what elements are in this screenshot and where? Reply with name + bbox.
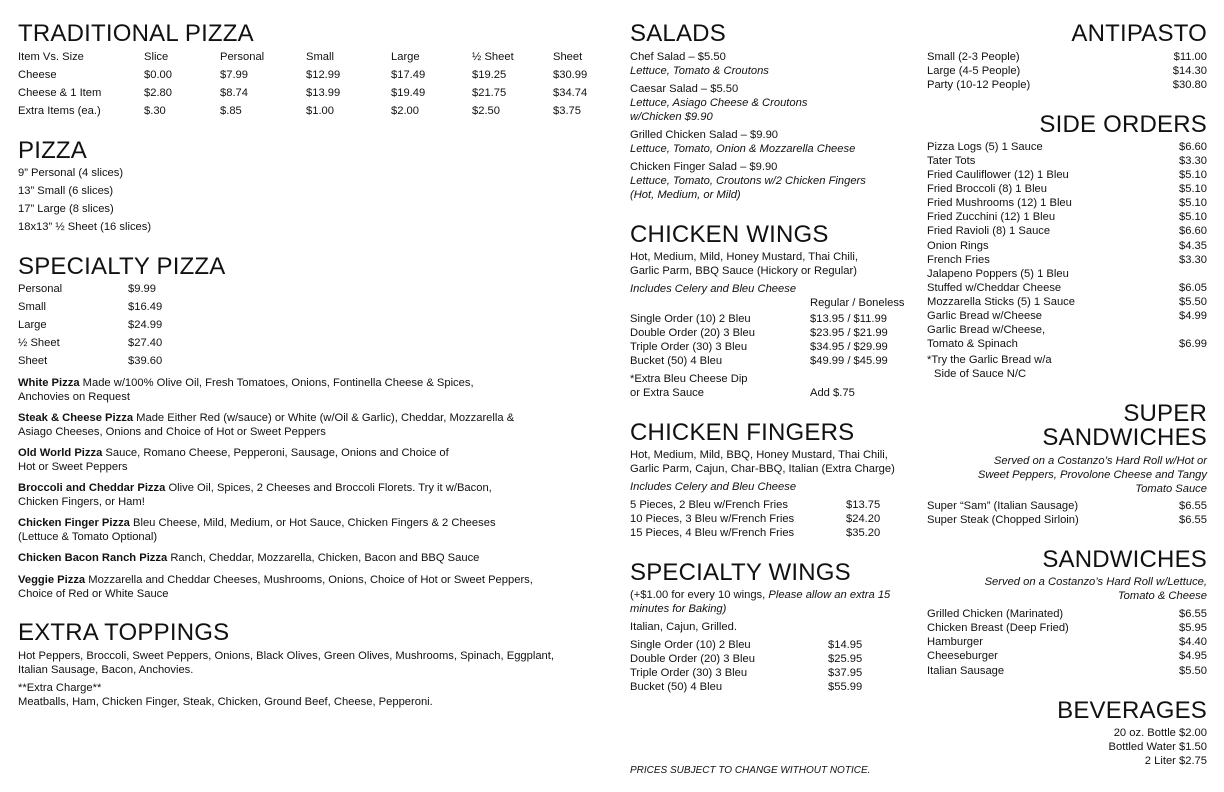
list-item xyxy=(927,281,1207,295)
size-price: $16.49 xyxy=(128,301,163,313)
super-sandwich-description: Tomato Sauce xyxy=(1135,483,1207,495)
pizza-description: Sauce, Romano Cheese, Pepperoni, Sausage, Onions and Choice of xyxy=(102,447,449,459)
list-item xyxy=(927,64,1207,78)
finger-sauces: Garlic Parm, Cajun, Char-BBQ, Italian (Extra Charge) xyxy=(630,463,895,475)
item-price: $3.30 xyxy=(1179,254,1207,266)
extra-charge-list: Meatballs, Ham, Chicken Finger, Steak, Chicken, Ground Beef, Cheese, Pepperoni. xyxy=(18,696,433,708)
salad-name: Caesar Salad – $5.50 xyxy=(630,83,739,95)
item-name: Grilled Chicken (Marinated) xyxy=(927,608,1064,620)
item-price: $49.99 / $45.99 xyxy=(810,355,888,367)
side-orders-title: SIDE ORDERS xyxy=(1039,111,1207,138)
table-cell: $.30 xyxy=(144,105,166,117)
extra-toppings-title: EXTRA TOPPINGS xyxy=(18,619,230,646)
pizza-name: Steak & Cheese Pizza xyxy=(18,412,134,424)
list-item xyxy=(927,323,1207,337)
wing-sauces: Garlic Parm, BBQ Sauce (Hickory or Regular) xyxy=(630,265,857,277)
pizza-description: Made Either Red (w/sauce) or White (w/Oil & Garlic), Cheddar, Mozzarella & xyxy=(133,412,515,424)
pizza-title: PIZZA xyxy=(18,137,88,164)
table-cell: $19.25 xyxy=(472,69,507,81)
item-price: $6.55 xyxy=(1179,608,1207,620)
item-price: $11.00 xyxy=(1173,51,1207,63)
specialty-wings-flavors: Italian, Cajun, Grilled. xyxy=(630,621,737,633)
pizza-description: Bleu Cheese, Mild, Medium, or Hot Sauce, Chicken Fingers & 2 Cheeses xyxy=(129,517,496,529)
table-header: Slice xyxy=(144,51,169,63)
salad-description: (Hot, Medium, or Mild) xyxy=(630,189,741,201)
price-disclaimer: PRICES SUBJECT TO CHANGE WITHOUT NOTICE. xyxy=(630,765,871,776)
table-header: Large xyxy=(391,51,420,63)
list-item xyxy=(630,652,910,666)
super-sandwich-description: Served on a Costanzo’s Hard Roll w/Hot or xyxy=(993,455,1207,467)
list-item xyxy=(927,513,1207,527)
item-price: $5.10 xyxy=(1179,211,1207,223)
size-price: $9.99 xyxy=(128,283,156,295)
antipasto-title: ANTIPASTO xyxy=(1071,20,1207,47)
item-price: $5.50 xyxy=(1179,665,1207,677)
toppings-list: Italian Sausage, Bacon, Anchovies. xyxy=(18,664,194,676)
item-name: 15 Pieces, 4 Bleu w/French Fries xyxy=(630,527,795,539)
list-item xyxy=(927,168,1207,182)
table-cell: $21.75 xyxy=(472,87,507,99)
pizza-description: Chicken Fingers, or Ham! xyxy=(18,496,145,508)
salad-description: Lettuce, Tomato, Croutons w/2 Chicken Fingers xyxy=(630,175,866,187)
list-item xyxy=(927,253,1207,267)
item-name: Double Order (20) 3 Bleu xyxy=(630,653,755,665)
specialty-wings-note: minutes for Baking) xyxy=(630,603,727,615)
item-name: Party (10-12 People) xyxy=(927,79,1031,91)
list-item xyxy=(927,621,1207,635)
list-item xyxy=(927,499,1207,513)
item-name: Double Order (20) 3 Bleu xyxy=(630,327,755,339)
pizza-description: Olive Oil, Spices, 2 Cheeses and Broccoli Florets. Try it w/Bacon, xyxy=(165,482,492,494)
list-item xyxy=(927,140,1207,154)
table-row xyxy=(18,104,608,118)
table-cell: $34.74 xyxy=(553,87,588,99)
list-item: 17” Large (8 slices) xyxy=(18,203,114,215)
item-name: 10 Pieces, 3 Bleu w/French Fries xyxy=(630,513,795,525)
table-header-row xyxy=(18,50,608,64)
item-price: $55.99 xyxy=(828,681,863,693)
list-item xyxy=(927,182,1207,196)
beverages-title: BEVERAGES xyxy=(1057,697,1207,724)
list-item: 13” Small (6 slices) xyxy=(18,185,114,197)
beverage-item: Bottled Water $1.50 xyxy=(1108,741,1207,753)
table-row xyxy=(18,68,608,82)
item-name: Garlic Bread w/Cheese, xyxy=(927,324,1046,336)
size-name: Large xyxy=(18,319,47,331)
pizza-description: Anchovies on Request xyxy=(18,391,130,403)
size-price: $39.60 xyxy=(128,355,163,367)
list-item xyxy=(630,354,910,368)
list-item xyxy=(630,498,910,512)
item-name: Italian Sausage xyxy=(927,665,1005,677)
wing-sauces: Hot, Medium, Mild, Honey Mustard, Thai Chili, xyxy=(630,251,858,263)
size-name: Sheet xyxy=(18,355,48,367)
item-price: $24.20 xyxy=(846,513,881,525)
item-price: $5.10 xyxy=(1179,183,1207,195)
list-item xyxy=(927,78,1207,92)
item-price: $4.35 xyxy=(1179,240,1207,252)
item-name: Cheeseburger xyxy=(927,650,998,662)
item-price: $4.95 xyxy=(1179,650,1207,662)
salad-description: Lettuce, Tomato, Onion & Mozzarella Cheese xyxy=(630,143,856,155)
item-name: Hamburger xyxy=(927,636,983,648)
item-price: $4.99 xyxy=(1179,310,1207,322)
pizza-name: White Pizza xyxy=(18,377,80,389)
specialty-pizza-item xyxy=(18,446,608,474)
list-item xyxy=(927,607,1207,621)
table-cell: Cheese & 1 Item xyxy=(18,87,102,99)
table-cell: $13.99 xyxy=(306,87,341,99)
item-name: Super Steak (Chopped Sirloin) xyxy=(927,514,1079,526)
list-item xyxy=(630,386,910,400)
list-item xyxy=(18,354,608,368)
item-name: Mozzarella Sticks (5) 1 Sauce xyxy=(927,296,1075,308)
table-cell: $7.99 xyxy=(220,69,248,81)
item-name: Pizza Logs (5) 1 Sauce xyxy=(927,141,1043,153)
pizza-description: (Lettuce & Tomato Optional) xyxy=(18,531,158,543)
list-item xyxy=(927,295,1207,309)
item-name: Fried Cauliflower (12) 1 Bleu xyxy=(927,169,1069,181)
item-price: $13.95 / $11.99 xyxy=(810,313,887,325)
salad-name: Grilled Chicken Salad – $9.90 xyxy=(630,129,779,141)
table-cell: $.85 xyxy=(220,105,242,117)
list-item xyxy=(630,666,910,680)
item-price: $14.30 xyxy=(1172,65,1207,77)
item-name: Onion Rings xyxy=(927,240,989,252)
list-item xyxy=(927,309,1207,323)
item-price: $5.10 xyxy=(1179,169,1207,181)
item-name: Large (4-5 People) xyxy=(927,65,1021,77)
item-price: $13.75 xyxy=(846,499,881,511)
item-price: $25.95 xyxy=(828,653,863,665)
wing-includes: Includes Celery and Bleu Cheese xyxy=(630,283,797,295)
item-name: Bucket (50) 4 Bleu xyxy=(630,355,723,367)
table-cell: $12.99 xyxy=(306,69,341,81)
garlic-bread-note: Side of Sauce N/C xyxy=(934,368,1027,380)
list-item: 18x13” ½ Sheet (16 slices) xyxy=(18,221,152,233)
pizza-name: Broccoli and Cheddar Pizza xyxy=(18,482,166,494)
table-cell: $17.49 xyxy=(391,69,426,81)
list-item xyxy=(927,649,1207,663)
item-price: $34.95 / $29.99 xyxy=(810,341,888,353)
specialty-pizza-item xyxy=(18,573,608,601)
table-cell: $19.49 xyxy=(391,87,426,99)
sandwiches-title: SANDWICHES xyxy=(1042,546,1207,573)
item-name: Stuffed w/Cheddar Cheese xyxy=(927,282,1062,294)
item-price: $30.80 xyxy=(1172,79,1207,91)
item-price: $6.99 xyxy=(1179,338,1207,350)
specialty-pizza-title: SPECIALTY PIZZA xyxy=(18,253,226,280)
list-item xyxy=(630,512,910,526)
size-name: Small xyxy=(18,301,46,313)
pizza-name: Old World Pizza xyxy=(18,447,103,459)
item-price: $14.95 xyxy=(828,639,863,651)
item-price: $3.30 xyxy=(1179,155,1207,167)
sandwich-description: Served on a Costanzo’s Hard Roll w/Lettuce, xyxy=(984,576,1207,588)
list-item xyxy=(630,680,910,694)
finger-includes: Includes Celery and Bleu Cheese xyxy=(630,481,797,493)
item-name: Tomato & Spinach xyxy=(927,338,1018,350)
salad-name: Chicken Finger Salad – $9.90 xyxy=(630,161,778,173)
item-price: $6.55 xyxy=(1179,514,1207,526)
note-text-italic: Please allow an extra 15 xyxy=(768,589,891,601)
specialty-pizza-item xyxy=(18,481,608,509)
pizza-description: Mozzarella and Cheddar Cheeses, Mushrooms, Onions, Choice of Hot or Sweet Peppers, xyxy=(85,574,533,586)
list-item xyxy=(18,300,608,314)
table-cell: $2.00 xyxy=(391,105,419,117)
item-price: $4.40 xyxy=(1179,636,1207,648)
item-name: Bucket (50) 4 Bleu xyxy=(630,681,723,693)
pizza-name: Veggie Pizza xyxy=(18,574,86,586)
item-price: $6.55 xyxy=(1179,500,1207,512)
salad-description: Lettuce, Tomato & Croutons xyxy=(630,65,769,77)
list-item xyxy=(18,336,608,350)
list-item xyxy=(630,526,910,540)
super-sandwiches-title: SANDWICHES xyxy=(1042,424,1207,451)
item-price: $23.95 / $21.99 xyxy=(810,327,888,339)
specialty-wings-title: SPECIALTY WINGS xyxy=(630,559,851,586)
item-name: Triple Order (30) 3 Bleu xyxy=(630,667,748,679)
specialty-pizza-item xyxy=(18,411,608,439)
salad-description: Lettuce, Asiago Cheese & Croutons xyxy=(630,97,808,109)
chicken-fingers-title: CHICKEN FINGERS xyxy=(630,419,855,446)
list-item xyxy=(927,337,1207,351)
table-cell: $2.50 xyxy=(472,105,500,117)
toppings-list: Hot Peppers, Broccoli, Sweet Peppers, Onions, Black Olives, Green Olives, Mushrooms, Spinach, Eggplant, xyxy=(18,650,555,662)
item-price: $37.95 xyxy=(828,667,863,679)
size-price: $24.99 xyxy=(128,319,163,331)
pizza-description: Hot or Sweet Peppers xyxy=(18,461,128,473)
table-cell: Cheese xyxy=(18,69,57,81)
list-item xyxy=(927,224,1207,238)
item-name: or Extra Sauce xyxy=(630,387,704,399)
item-name: Fried Broccoli (8) 1 Bleu xyxy=(927,183,1047,195)
pizza-description: Ranch, Cheddar, Mozzarella, Chicken, Bacon and BBQ Sauce xyxy=(167,552,480,564)
table-header: ½ Sheet xyxy=(472,51,514,63)
extra-dip-note: *Extra Bleu Cheese Dip xyxy=(630,373,748,385)
item-name: Triple Order (30) 3 Bleu xyxy=(630,341,748,353)
table-header: Small xyxy=(306,51,334,63)
pizza-description: Choice of Red or White Sauce xyxy=(18,588,169,600)
item-name: Jalapeno Poppers (5) 1 Bleu xyxy=(927,268,1069,280)
table-cell: Extra Items (ea.) xyxy=(18,105,101,117)
item-price: $6.60 xyxy=(1179,141,1207,153)
super-sandwiches-title: SUPER xyxy=(1123,400,1207,427)
item-price: $6.60 xyxy=(1179,225,1207,237)
list-item xyxy=(927,154,1207,168)
item-price: $5.50 xyxy=(1179,296,1207,308)
list-item xyxy=(927,635,1207,649)
item-name: Chicken Breast (Deep Fried) xyxy=(927,622,1069,634)
table-cell: $0.00 xyxy=(144,69,172,81)
beverage-item: 20 oz. Bottle $2.00 xyxy=(1113,727,1207,739)
table-row xyxy=(18,86,608,100)
list-item xyxy=(630,340,910,354)
traditional-pizza-table xyxy=(18,50,608,120)
specialty-pizza-item xyxy=(18,551,608,565)
size-name: ½ Sheet xyxy=(18,337,60,349)
beverage-item: 2 Liter $2.75 xyxy=(1144,755,1207,767)
list-item xyxy=(927,664,1207,678)
item-name: Single Order (10) 2 Bleu xyxy=(630,639,751,651)
list-item xyxy=(927,210,1207,224)
item-name: French Fries xyxy=(927,254,990,266)
pizza-description: Made w/100% Olive Oil, Fresh Tomatoes, Onions, Fontinella Cheese & Spices, xyxy=(79,377,474,389)
wing-column-header xyxy=(630,296,910,310)
list-item xyxy=(927,196,1207,210)
finger-sauces: Hot, Medium, Mild, BBQ, Honey Mustard, Thai Chili, xyxy=(630,449,888,461)
table-cell: $1.00 xyxy=(306,105,334,117)
item-name: Garlic Bread w/Cheese xyxy=(927,310,1043,322)
list-item: 9” Personal (4 slices) xyxy=(18,167,124,179)
size-name: Personal xyxy=(18,283,63,295)
item-name: Single Order (10) 2 Bleu xyxy=(630,313,751,325)
specialty-wings-note xyxy=(630,588,910,602)
garlic-bread-note: *Try the Garlic Bread w/a xyxy=(927,354,1052,366)
list-item xyxy=(630,326,910,340)
item-name: Tater Tots xyxy=(927,155,976,167)
list-item xyxy=(18,282,608,296)
item-price: $5.95 xyxy=(1179,622,1207,634)
table-cell: $30.99 xyxy=(553,69,588,81)
specialty-pizza-item xyxy=(18,376,608,404)
regular-boneless-header: Regular / Boneless xyxy=(810,297,905,309)
table-cell: $2.80 xyxy=(144,87,172,99)
salads-title: SALADS xyxy=(630,20,726,47)
list-item xyxy=(927,267,1207,281)
chicken-wings-title: CHICKEN WINGS xyxy=(630,221,829,248)
item-price: Add $.75 xyxy=(810,387,855,399)
traditional-pizza-title: TRADITIONAL PIZZA xyxy=(18,20,254,47)
note-text: (+$1.00 for every 10 wings, xyxy=(630,589,769,601)
list-item xyxy=(630,312,910,326)
list-item xyxy=(630,638,910,652)
pizza-name: Chicken Bacon Ranch Pizza xyxy=(18,552,168,564)
item-price: $5.10 xyxy=(1179,197,1207,209)
pizza-description: Asiago Cheeses, Onions and Choice of Hot or Sweet Peppers xyxy=(18,426,326,438)
specialty-pizza-item xyxy=(18,516,608,544)
item-name: Fried Ravioli (8) 1 Sauce xyxy=(927,225,1051,237)
size-price: $27.40 xyxy=(128,337,163,349)
list-item xyxy=(927,239,1207,253)
item-name: 5 Pieces, 2 Bleu w/French Fries xyxy=(630,499,788,511)
table-header: Sheet xyxy=(553,51,583,63)
item-name: Fried Zucchini (12) 1 Bleu xyxy=(927,211,1056,223)
super-sandwich-description: Sweet Peppers, Provolone Cheese and Tangy xyxy=(977,469,1207,481)
item-price: $6.05 xyxy=(1179,282,1207,294)
table-cell: $8.74 xyxy=(220,87,248,99)
sandwich-description: Tomato & Cheese xyxy=(1117,590,1207,602)
table-header: Item Vs. Size xyxy=(18,51,84,63)
table-cell: $3.75 xyxy=(553,105,581,117)
item-price: $35.20 xyxy=(846,527,881,539)
extra-charge-label: **Extra Charge** xyxy=(18,682,102,694)
salad-name: Chef Salad – $5.50 xyxy=(630,51,726,63)
item-name: Super “Sam” (Italian Sausage) xyxy=(927,500,1079,512)
salad-description: w/Chicken $9.90 xyxy=(630,111,713,123)
list-item xyxy=(18,318,608,332)
item-name: Fried Mushrooms (12) 1 Bleu xyxy=(927,197,1072,209)
table-header: Personal xyxy=(220,51,265,63)
list-item xyxy=(927,50,1207,64)
pizza-name: Chicken Finger Pizza xyxy=(18,517,130,529)
item-name: Small (2-3 People) xyxy=(927,51,1020,63)
